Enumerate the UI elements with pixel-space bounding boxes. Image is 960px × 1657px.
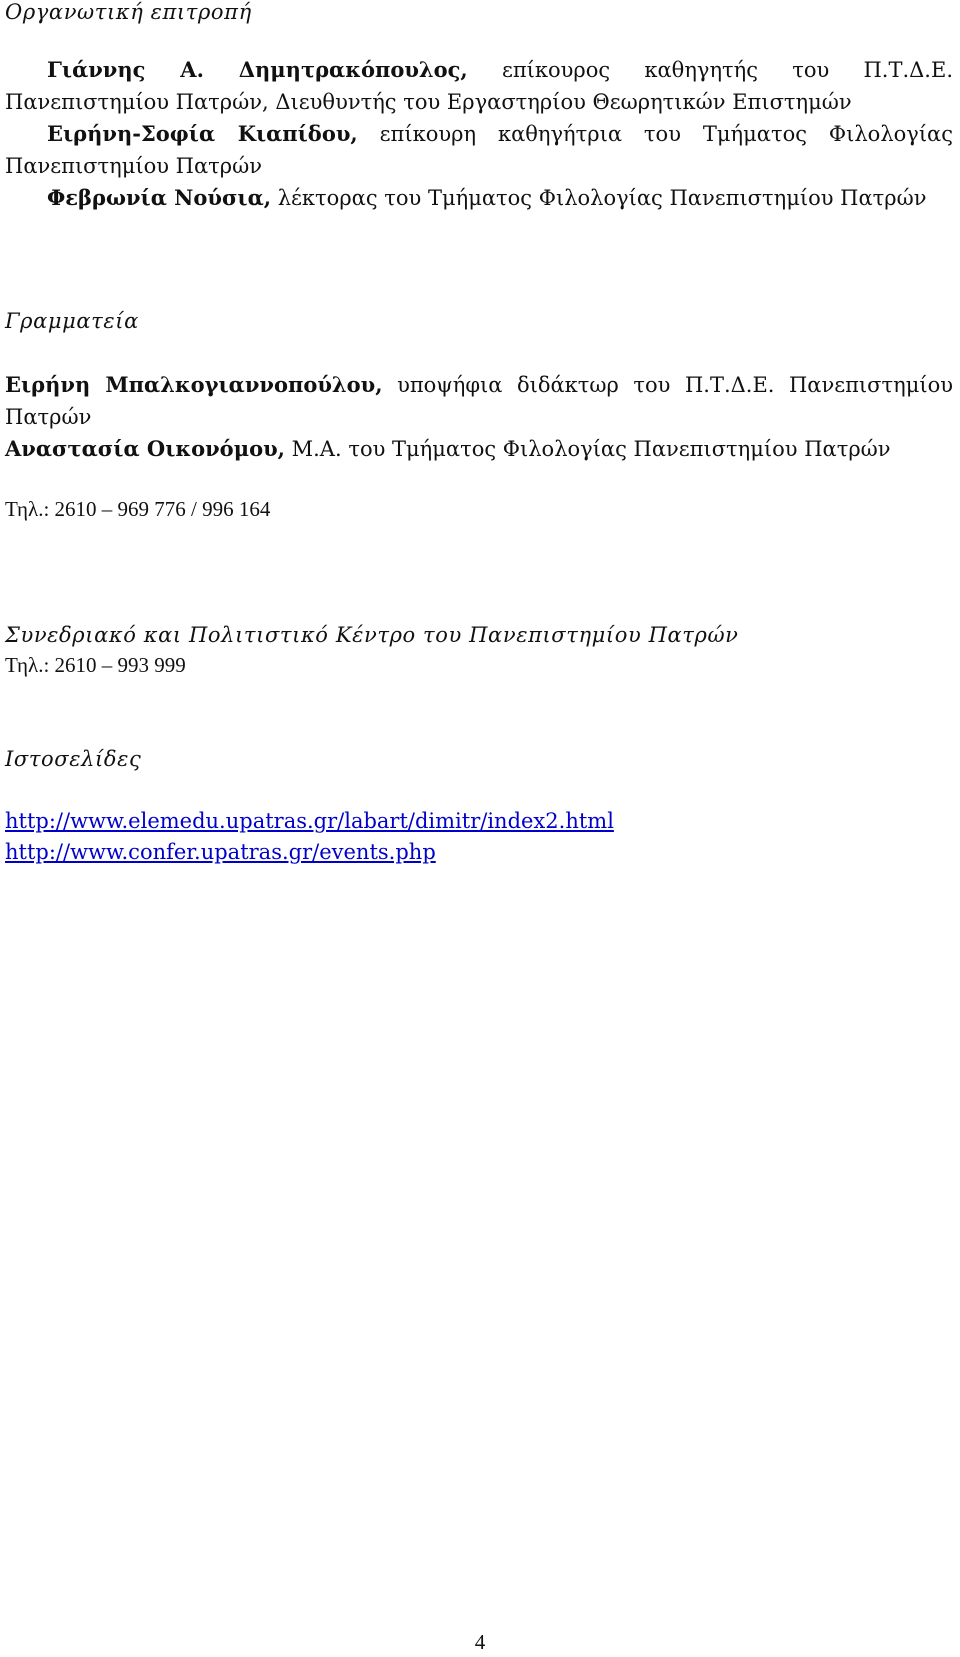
organizing-committee-members — [5, 54, 953, 215]
member-role: Μ.Α. του Τμήματος Φιλολογίας Πανεπιστημίου Πατρών — [284, 437, 891, 461]
websites-links — [5, 806, 953, 868]
conference-center-phone: Τηλ.: 2610 – 993 999 — [5, 653, 186, 677]
member-name: Φεβρωνία Νούσια, — [47, 185, 272, 210]
secretariat-phone: Τηλ.: 2610 – 969 776 / 996 164 — [5, 497, 271, 521]
website-link[interactable]: http://www.elemedu.upatras.gr/labart/dimitr/index2.html — [5, 809, 614, 833]
member-role: υποψήφια διδάκτωρ του Π.Τ.Δ.Ε. Πανεπιστημίου Πατρών — [5, 373, 953, 429]
member-entry — [5, 118, 953, 182]
member-entry — [5, 433, 953, 466]
member-role: λέκτορας του Τμήματος Φιλολογίας Πανεπιστημίου Πατρών — [271, 186, 927, 210]
member-role: επίκουρος καθηγητής του Π.Τ.Δ.Ε. Πανεπιστημίου Πατρών, Διευθυντής του Εργαστηρίου Θεωρητικών Επιστημών — [5, 58, 953, 114]
organizing-committee-title: Οργανωτική επιτροπή — [5, 0, 252, 24]
member-entry — [5, 369, 953, 433]
member-name: Ειρήνη Μπαλκογιαννοπούλου, — [5, 372, 383, 397]
page-number: 4 — [474, 1630, 486, 1654]
member-name: Ειρήνη-Σοφία Κιαπίδου, — [47, 121, 358, 146]
websites-title: Ιστοσελίδες — [5, 747, 142, 771]
member-name: Γιάννης Α. Δημητρακόπουλος, — [47, 57, 468, 82]
member-entry — [5, 182, 953, 215]
secretariat-members — [5, 369, 953, 466]
secretariat-title: Γραμματεία — [5, 309, 139, 333]
member-name: Αναστασία Οικονόμου, — [5, 436, 285, 461]
conference-center-title: Συνεδριακό και Πολιτιστικό Κέντρο του Πανεπιστημίου Πατρών — [5, 623, 739, 647]
website-link[interactable]: http://www.confer.upatras.gr/events.php — [5, 840, 436, 864]
member-role: επίκουρη καθηγήτρια του Τμήματος Φιλολογίας Πανεπιστημίου Πατρών — [5, 122, 953, 178]
organizing-committee-section — [5, 0, 953, 27]
secretariat-section — [5, 306, 953, 336]
member-entry — [5, 54, 953, 118]
